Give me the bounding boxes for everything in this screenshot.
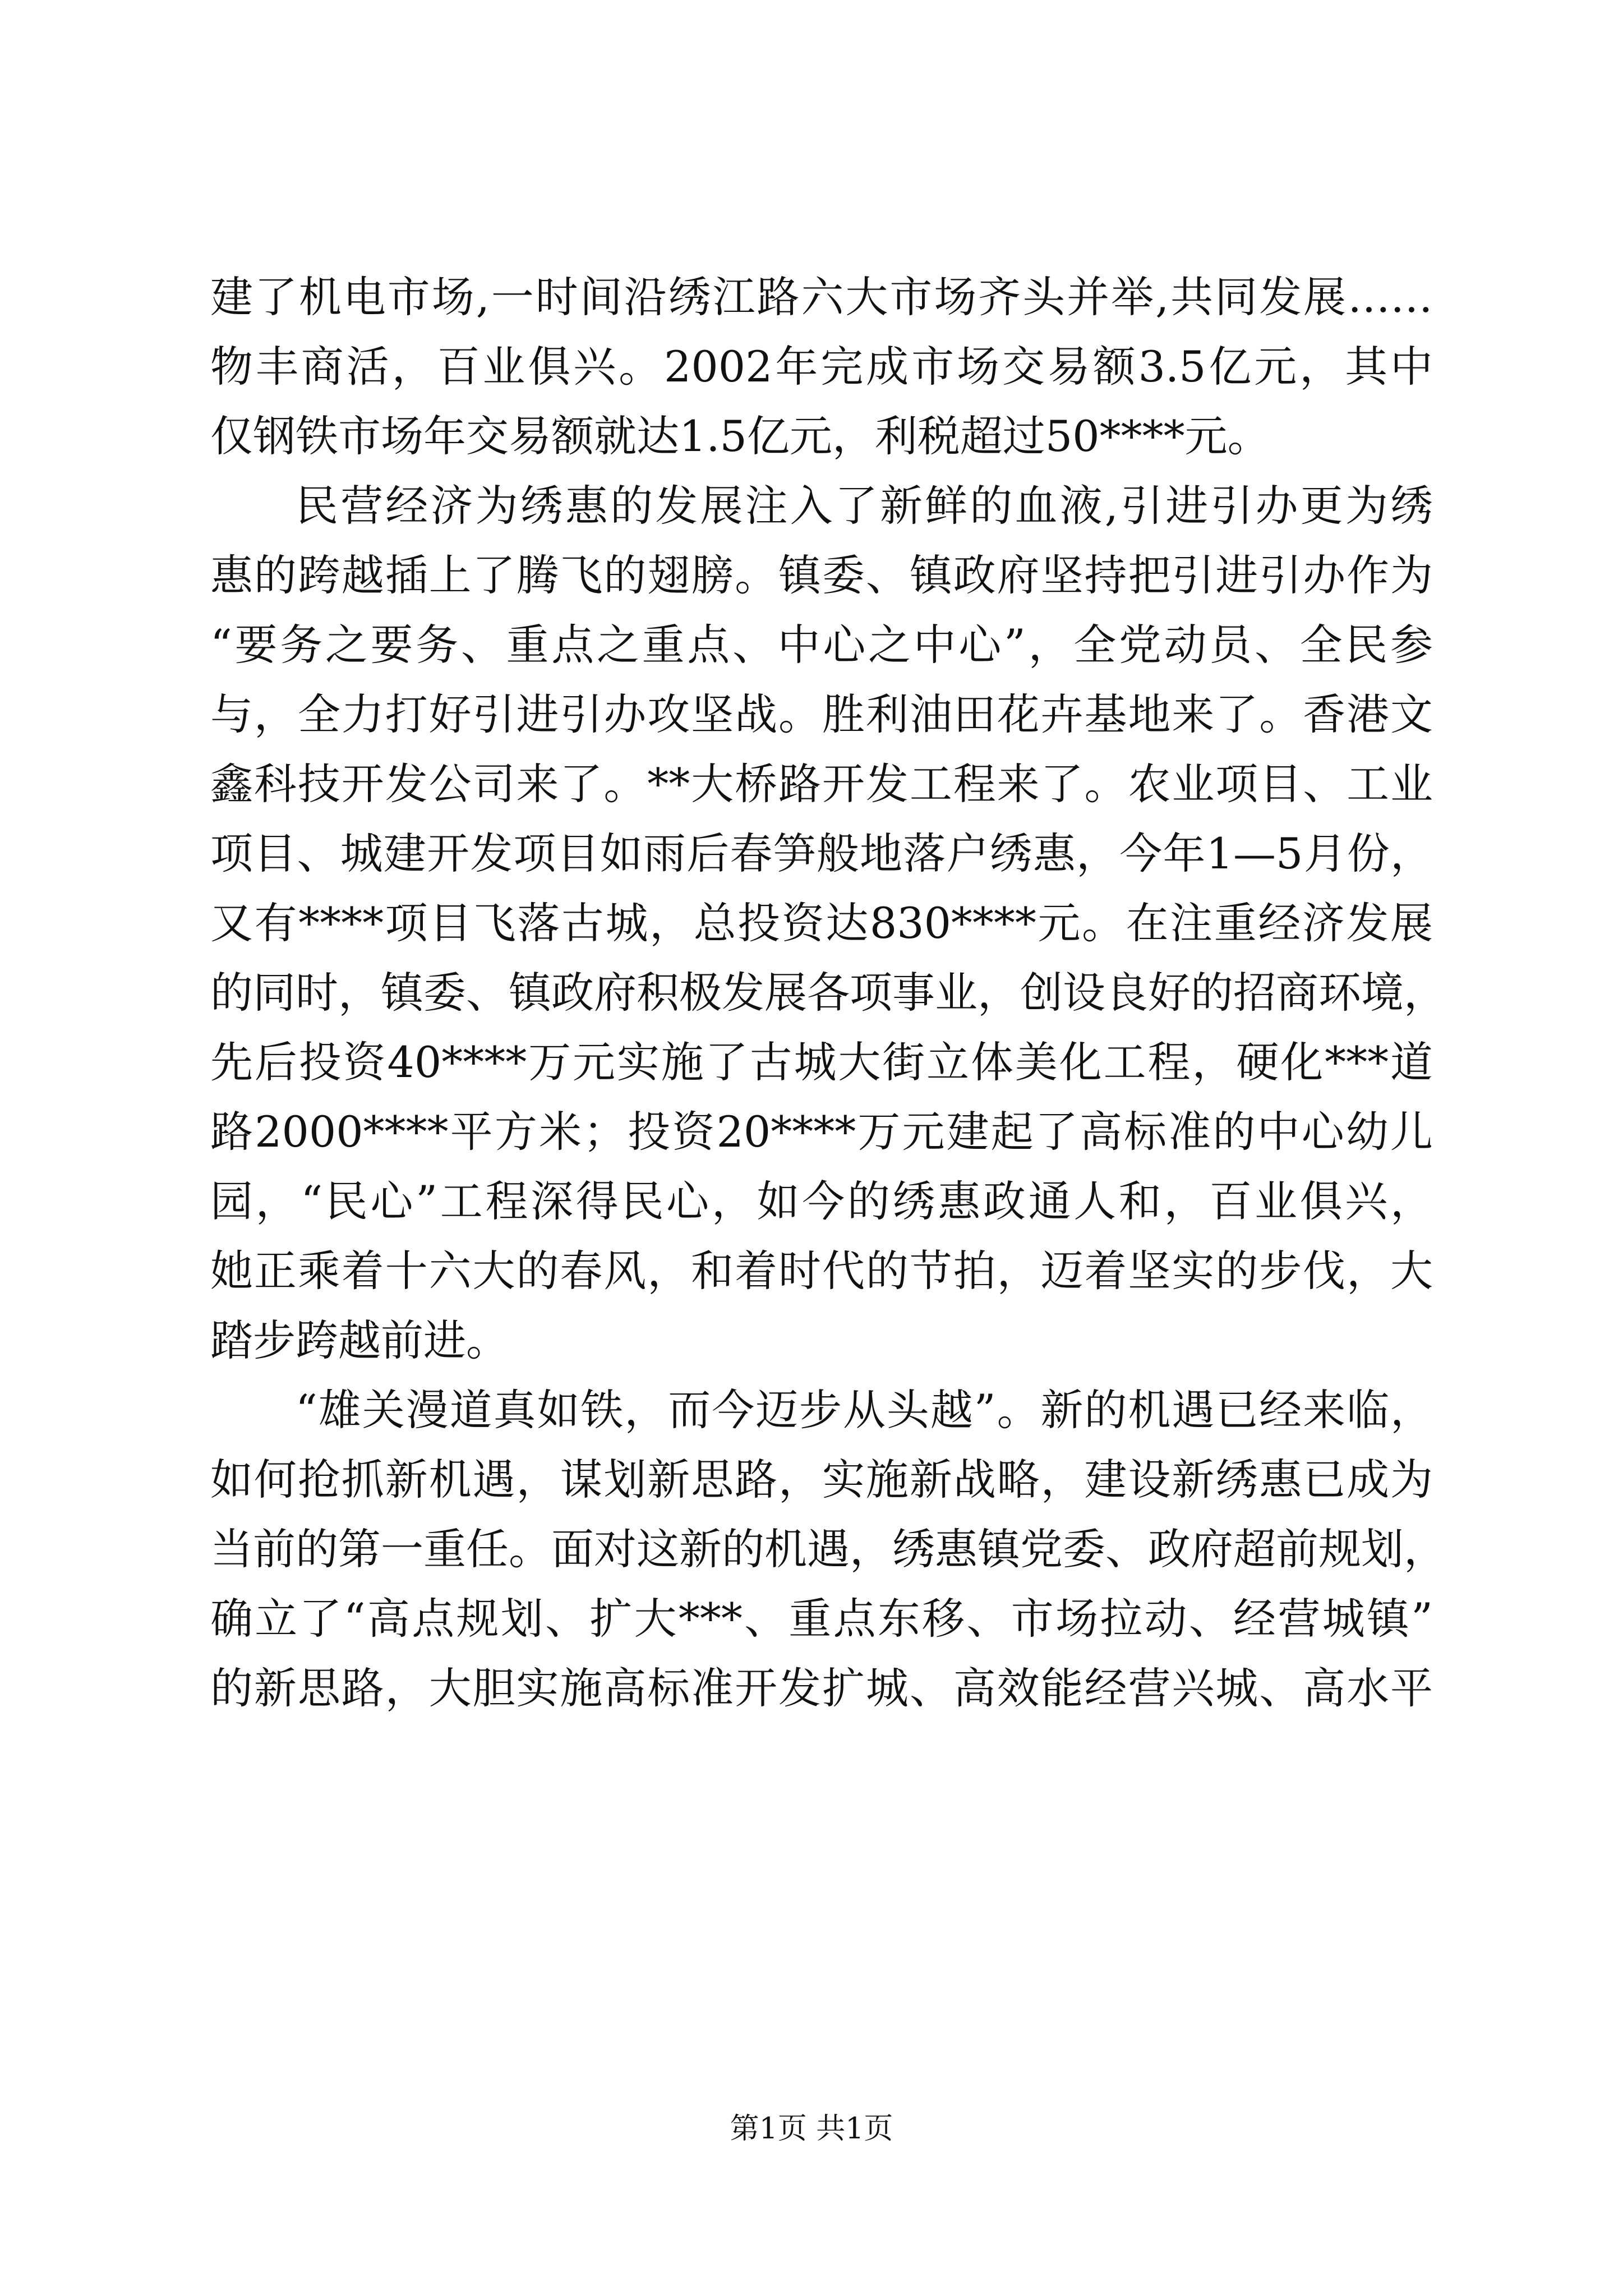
text-line: 仅钢铁市场年交易额就达1.5亿元，利税超过50****元。: [210, 411, 1270, 461]
text-line: 民营经济为绣惠的发展注入了新鲜的血液,引进引办更为绣: [296, 481, 1433, 531]
text-line: 的新思路，大胆实施高标准开发扩城、高效能经营兴城、高水平: [210, 1663, 1433, 1713]
text-line: “雄关漫道真如铁，而今迈步从头越”。新的机遇已经来临，: [296, 1385, 1433, 1435]
text-line: 先后投资40****万元实施了古城大街立体美化工程，硬化***道: [210, 1037, 1433, 1087]
paragraph: [210, 1375, 1446, 1723]
page-footer: 第1页 共1页: [730, 2112, 893, 2146]
paragraph: [210, 471, 1446, 1375]
document-body: [210, 263, 1446, 1723]
text-line: 物丰商活，百业俱兴。2002年完成市场交易额3.5亿元，其中: [210, 342, 1433, 392]
text-line: 又有****项目飞落古城，总投资达830****元。在注重经济发展: [210, 898, 1433, 948]
text-line: 园，“民心”工程深得民心，如今的绣惠政通人和，百业俱兴，: [210, 1176, 1433, 1226]
text-line: 惠的跨越插上了腾飞的翅膀。镇委、镇政府坚持把引进引办作为: [210, 550, 1433, 600]
text-line: 鑫科技开发公司来了。**大桥路开发工程来了。农业项目、工业: [210, 759, 1433, 809]
text-line: 与，全力打好引进引办攻坚战。胜利油田花卉基地来了。香港文: [210, 689, 1433, 739]
text-line: “要务之要务、重点之重点、中心之中心”，全党动员、全民参: [210, 620, 1433, 670]
text-line: 建了机电市场,一时间沿绣江路六大市场齐头并举,共同发展……: [210, 272, 1433, 322]
paragraph: [210, 263, 1433, 471]
text-line: 她正乘着十六大的春风，和着时代的节拍，迈着坚实的步伐，大: [210, 1246, 1433, 1296]
text-line: 确立了“高点规划、扩大***、重点东移、市场拉动、经营城镇”: [210, 1594, 1433, 1644]
text-line: 当前的第一重任。面对这新的机遇，绣惠镇党委、政府超前规划，: [210, 1524, 1446, 1574]
text-line: 踏步跨越前进。: [210, 1315, 509, 1365]
text-line: 的同时，镇委、镇政府积极发展各项事业，创设良好的招商环境，: [210, 968, 1446, 1018]
text-line: 路2000****平方米；投资20****万元建起了高标准的中心幼儿: [210, 1107, 1433, 1157]
text-line: 如何抢抓新机遇，谋划新思路，实施新战略，建设新绣惠已成为: [210, 1455, 1433, 1504]
text-line: 项目、城建开发项目如雨后春笋般地落户绣惠，今年1—5月份，: [210, 829, 1433, 878]
